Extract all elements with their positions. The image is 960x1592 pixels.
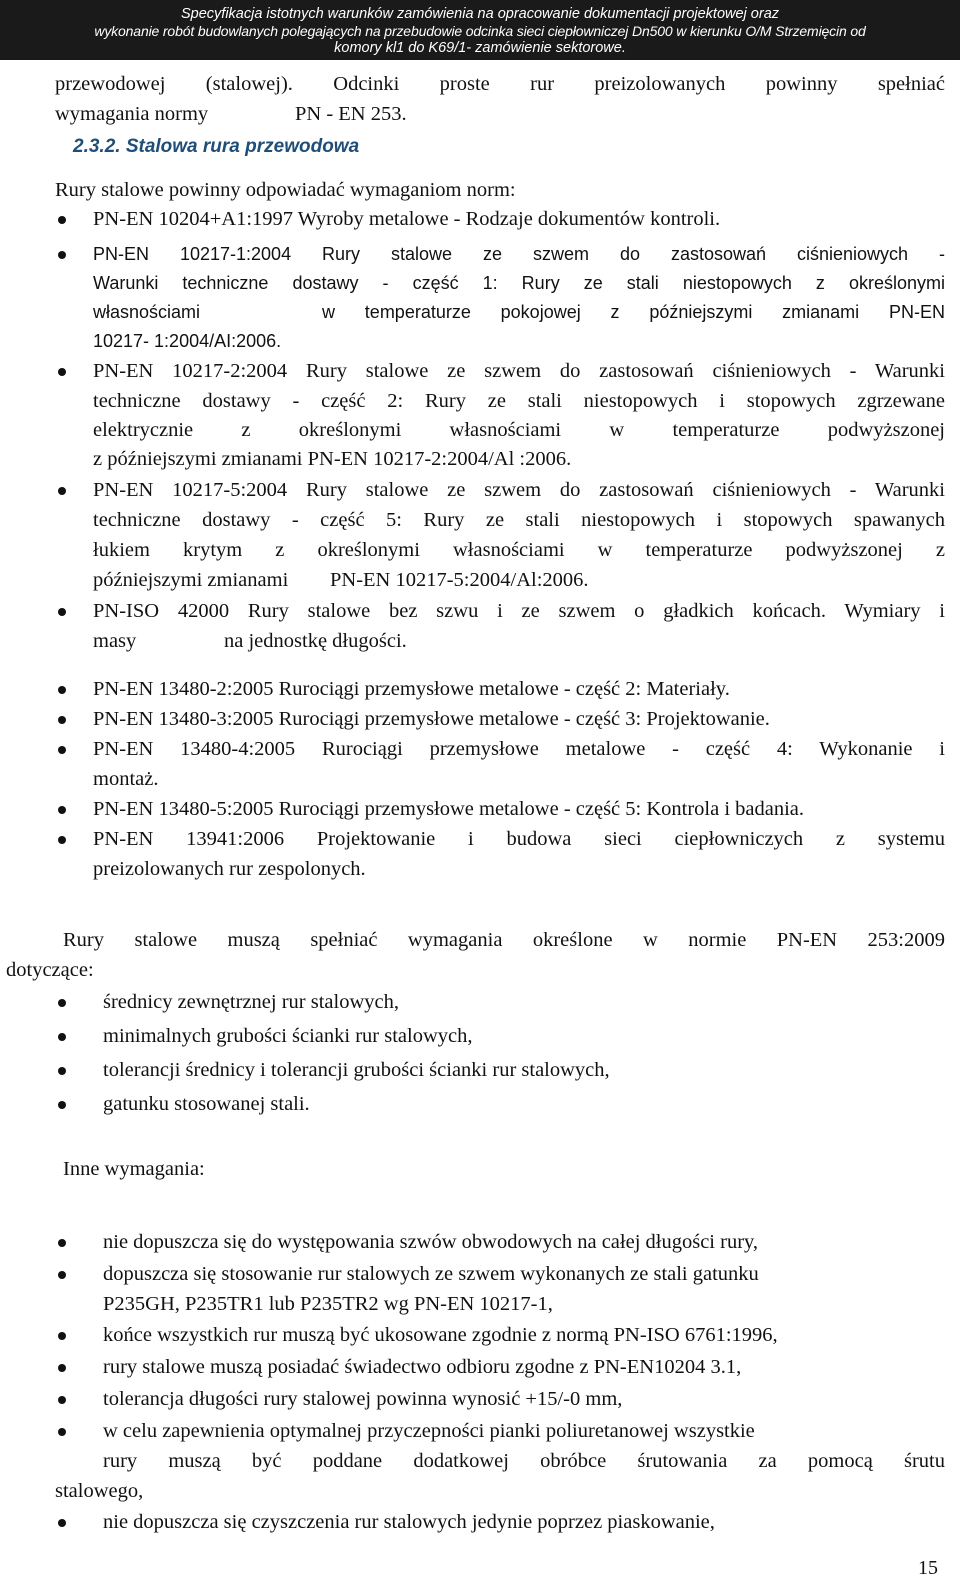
norm-item-line: montaż.	[93, 768, 159, 790]
norm-item-line: PN-EN 10217-5:2004 Rury stalowe ze szwem do zastosowań ciśnieniowych - Warunki	[93, 479, 945, 501]
bullet-icon	[58, 1239, 66, 1247]
bullet-icon	[58, 251, 66, 259]
norm-item-line: 10217- 1:2004/AI:2006.	[93, 331, 282, 351]
requirement-item: gatunku stosowanej stali.	[103, 1093, 310, 1115]
other-item-line: stalowego,	[55, 1480, 144, 1502]
intro-line-1: przewodowej (stalowej). Odcinki proste rur preizolowanych powinny spełniać	[55, 73, 945, 95]
bullet-icon	[58, 487, 66, 495]
norm-item-line: techniczne dostawy - część 5: Rury ze stali niestopowych i stopowych spawanych	[93, 509, 945, 531]
bullet-icon	[58, 746, 66, 754]
bullet-icon	[58, 716, 66, 724]
other-item-line: dopuszcza się stosowanie rur stalowych ze szwem wykonanych ze stali gatunku	[103, 1263, 759, 1285]
bullet-icon	[58, 999, 66, 1007]
bullet-icon	[58, 1101, 66, 1109]
section-heading: 2.3.2. Stalowa rura przewodowa	[73, 136, 360, 157]
bullet-icon	[58, 1428, 66, 1436]
bullet-icon	[58, 368, 66, 376]
other-heading: Inne wymagania:	[63, 1158, 205, 1180]
norm-item: PN-EN 10204+A1:1997 Wyroby metalowe - Rodzaje dokumentów kontroli.	[93, 208, 721, 230]
norm-item-line: techniczne dostawy - część 2: Rury ze stali niestopowych i stopowych zgrzewane	[93, 390, 945, 412]
norm-item-line: na jednostkę długości.	[224, 630, 407, 652]
header-line-2: wykonanie robót budowlanych polegających na przebudowie odcinka sieci ciepłowniczej Dn500 w kierunku O/M Strzemięcin od	[94, 23, 866, 39]
norm-item-line: PN-EN 13941:2006 Projektowanie i budowa sieci ciepłowniczych z systemu	[93, 828, 945, 850]
header-line-1: Specyfikacja istotnych warunków zamówienia na opracowanie dokumentacji projektowej oraz	[180, 6, 780, 22]
norm-item-line: masy	[93, 630, 137, 652]
requirements-intro-line-2: dotyczące:	[6, 959, 94, 981]
norm-item-line: Warunki techniczne dostawy - część 1: Rury ze stali niestopowych z określonymi	[93, 273, 945, 293]
norms-intro: Rury stalowe powinny odpowiadać wymaganiom norm:	[55, 179, 516, 201]
other-item: rury stalowe muszą posiadać świadectwo odbioru zgodne z PN-EN10204 3.1,	[103, 1356, 742, 1378]
bullet-icon	[58, 216, 66, 224]
requirements-intro-line-1: Rury stalowe muszą spełniać wymagania określone w normie PN-EN 253:2009	[63, 929, 945, 951]
bullet-icon	[58, 1271, 66, 1279]
norm-item-line: późniejszymi zmianami	[93, 569, 289, 591]
norm-item-line: PN-EN 10217-1:2004 Rury stalowe ze szwem do zastosowań ciśnieniowych -	[93, 244, 945, 264]
other-item: nie dopuszcza się do występowania szwów obwodowych na całej długości rury,	[103, 1231, 759, 1253]
bullet-icon	[58, 1364, 66, 1372]
other-item-line: P235GH, P235TR1 lub P235TR2 wg PN-EN 10217-1,	[103, 1293, 553, 1315]
bullet-icon	[58, 836, 66, 844]
other-item: końce wszystkich rur muszą być ukosowane zgodnie z normą PN-ISO 6761:1996,	[103, 1324, 778, 1346]
other-item: nie dopuszcza się czyszczenia rur stalowych jedynie poprzez piaskowanie,	[103, 1511, 715, 1533]
norm-item-line: z późniejszymi zmianami PN-EN 10217-2:2004/Al :2006.	[93, 448, 572, 470]
requirement-item: tolerancji średnicy i tolerancji grubości ścianki rur stalowych,	[103, 1059, 610, 1081]
requirement-item: średnicy zewnętrznej rur stalowych,	[103, 991, 399, 1013]
bullet-icon	[58, 1332, 66, 1340]
norm-item-line: PN-ISO 42000 Rury stalowe bez szwu i ze szwem o gładkich końcach. Wymiary i	[93, 600, 945, 622]
other-item: tolerancja długości rury stalowej powinna wynosić +15/-0 mm,	[103, 1388, 623, 1410]
intro-line-2a: wymagania normy	[55, 103, 209, 125]
page-number: 15	[918, 1557, 938, 1579]
norm-item: PN-EN 13480-3:2005 Rurociągi przemysłowe metalowe - część 3: Projektowanie.	[93, 708, 770, 730]
bullet-icon	[58, 608, 66, 616]
bullet-icon	[58, 806, 66, 814]
requirement-item: minimalnych grubości ścianki rur stalowych,	[103, 1025, 473, 1047]
bullet-icon	[58, 1519, 66, 1527]
norm-item-line: elektrycznie z określonymi własnościami w temperaturze podwyższonej	[93, 419, 945, 441]
header-line-3: komory kl1 do K69/1- zamówienie sektorowe.	[334, 40, 626, 56]
other-item-line: w celu zapewnienia optymalnej przyczepności pianki poliuretanowej wszystkie	[103, 1420, 755, 1442]
norm-item: PN-EN 13480-2:2005 Rurociągi przemysłowe metalowe - część 2: Materiały.	[93, 678, 730, 700]
norm-item-line: własnościami	[93, 302, 201, 322]
bullet-icon	[58, 1067, 66, 1075]
norm-item-line: PN-EN 10217-5:2004/Al:2006.	[330, 569, 589, 591]
bullet-icon	[58, 686, 66, 694]
norm-item: PN-EN 13480-5:2005 Rurociągi przemysłowe metalowe - część 5: Kontrola i badania.	[93, 798, 805, 820]
norm-item-line: preizolowanych rur zespolonych.	[93, 858, 366, 880]
bullet-icon	[58, 1396, 66, 1404]
norm-item-line: PN-EN 13480-4:2005 Rurociągi przemysłowe metalowe - część 4: Wykonanie i	[93, 738, 945, 760]
other-item-line: rury muszą być poddane dodatkowej obróbce śrutowania za pomocą śrutu	[103, 1450, 945, 1472]
bullet-icon	[58, 1033, 66, 1041]
norm-item-line: w temperaturze pokojowej z późniejszymi zmianami PN-EN	[322, 302, 945, 322]
document-header	[0, 0, 960, 60]
intro-line-2b: PN - EN 253.	[295, 103, 407, 125]
norm-item-line: PN-EN 10217-2:2004 Rury stalowe ze szwem do zastosowań ciśnieniowych - Warunki	[93, 360, 945, 382]
norm-item-line: łukiem krytym z określonymi własnościami w temperaturze podwyższonej z	[93, 539, 945, 561]
